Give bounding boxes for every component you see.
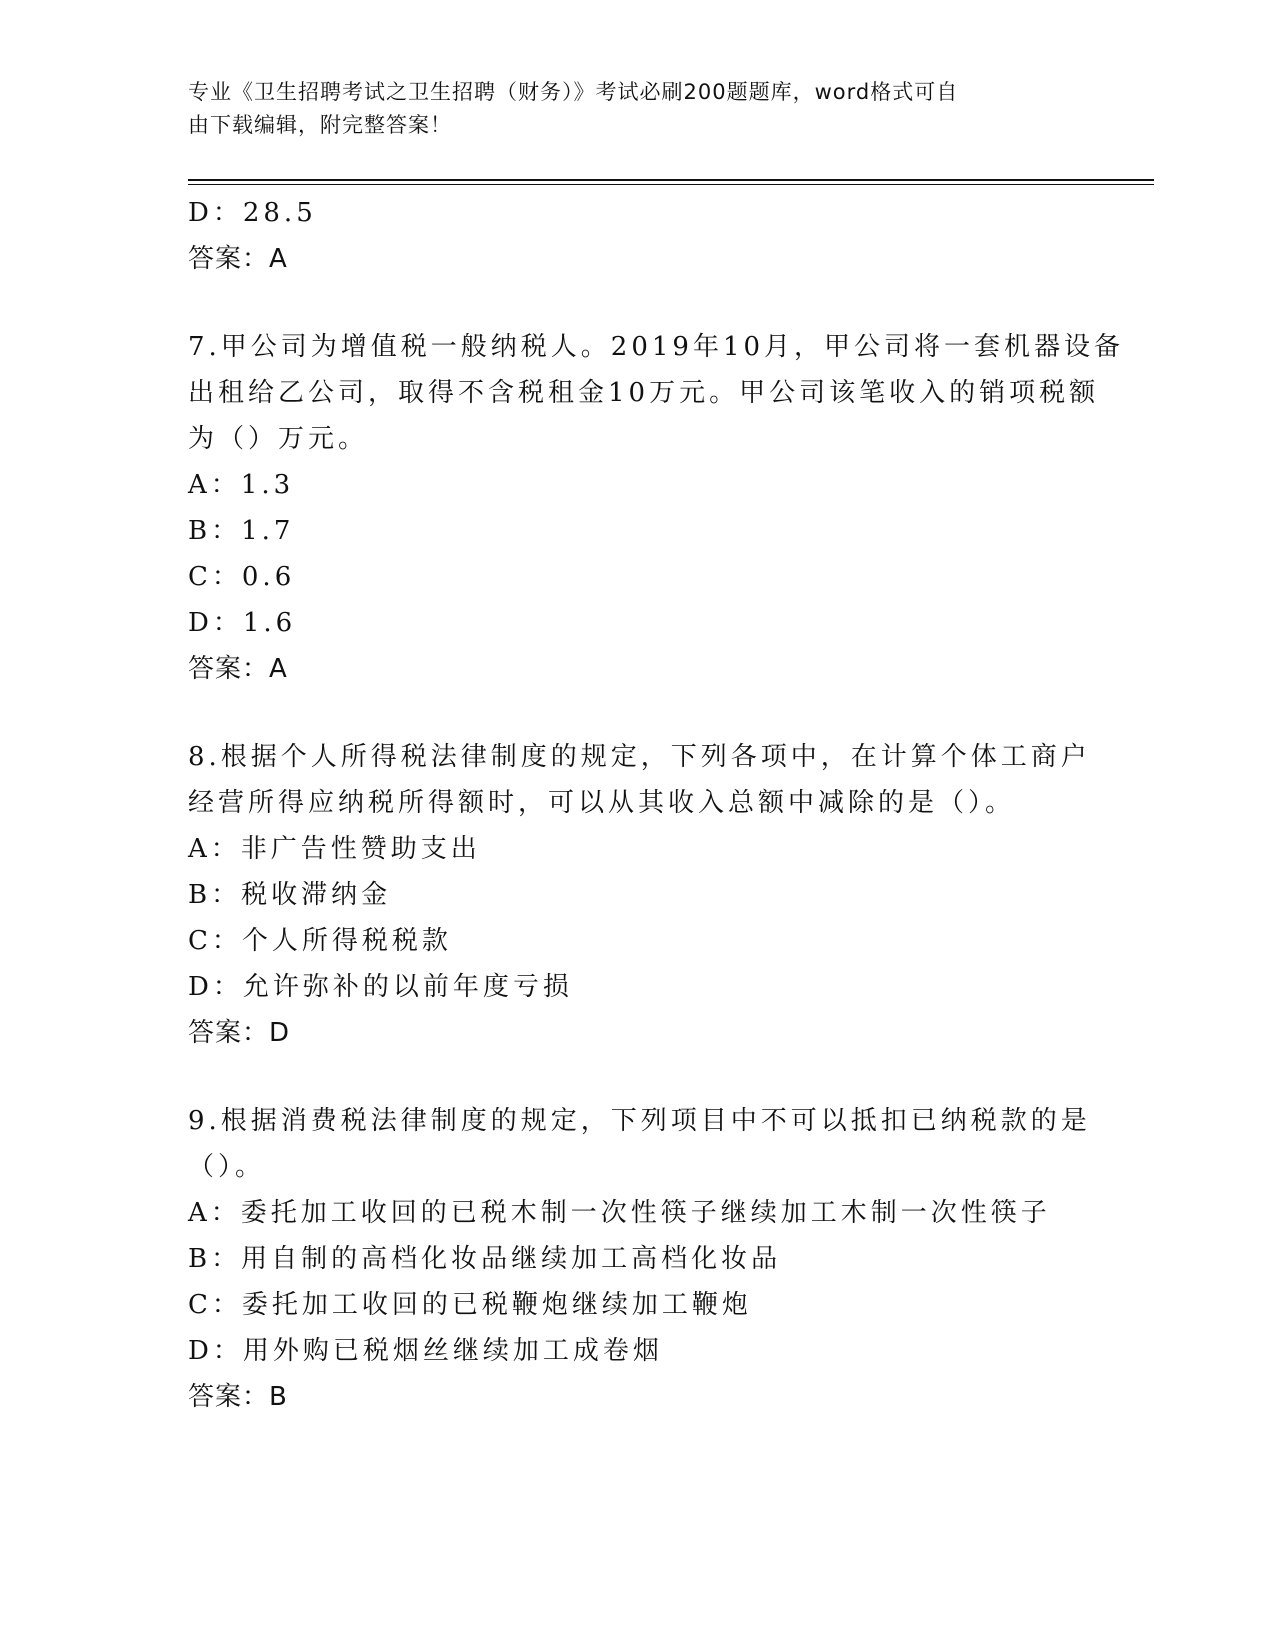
question-text-line: （）。: [188, 1152, 266, 1182]
question-6-tail: [188, 190, 1088, 282]
question-text-line: 出租给乙公司，取得不含税租金10万元。甲公司该笔收入的销项税额: [188, 378, 1100, 408]
header-line-1: 专业《卫生招聘考试之卫生招聘（财务）》考试必刷200题题库，word格式可自: [188, 80, 959, 104]
option-d: D：1.6: [188, 608, 297, 638]
question-text-line: 9.根据消费税法律制度的规定，下列项目中不可以抵扣已纳税款的是: [188, 1106, 1091, 1136]
header-divider-thin: [188, 184, 1154, 185]
spacer: [188, 282, 1088, 324]
spacer: [188, 692, 1088, 734]
option-d: D：允许弥补的以前年度亏损: [188, 972, 573, 1002]
option-c: C：个人所得税税款: [188, 926, 452, 956]
spacer: [188, 1056, 1088, 1098]
question-text-line: 7.甲公司为增值税一般纳税人。2019年10月，甲公司将一套机器设备: [188, 332, 1125, 362]
question-text-line: 经营所得应纳税所得额时，可以从其收入总额中减除的是（）。: [188, 788, 1016, 818]
question-text-line: 为（）万元。: [188, 424, 369, 454]
option-b: B：税收滞纳金: [188, 880, 392, 910]
option-c: C：0.6: [188, 562, 296, 592]
question-8: [188, 734, 1091, 1056]
option-b: B：1.7: [188, 516, 295, 546]
answer-line: 答案：A: [188, 654, 288, 684]
question-7: [188, 324, 1125, 692]
answer-line: 答案：A: [188, 244, 288, 274]
answer-line: 答案：D: [188, 1018, 291, 1048]
header-line-2: 由下载编辑，附完整答案！: [188, 113, 452, 137]
option-a: A：非广告性赞助支出: [188, 834, 481, 864]
option-b: B：用自制的高档化妆品继续加工高档化妆品: [188, 1244, 782, 1274]
question-9: [188, 1098, 1091, 1420]
question-text-line: 8.根据个人所得税法律制度的规定，下列各项中，在计算个体工商户: [188, 742, 1091, 772]
option-a: A：委托加工收回的已税木制一次性筷子继续加工木制一次性筷子: [188, 1198, 1051, 1228]
document-header: [188, 76, 1088, 142]
answer-line: 答案：B: [188, 1382, 288, 1412]
option-d: D：28.5: [188, 198, 317, 228]
option-a: A：1.3: [188, 470, 295, 500]
option-d: D：用外购已税烟丝继续加工成卷烟: [188, 1336, 663, 1366]
option-c: C：委托加工收回的已税鞭炮继续加工鞭炮: [188, 1290, 752, 1320]
question-content: [188, 190, 1125, 1420]
header-divider-thick: [188, 179, 1154, 181]
